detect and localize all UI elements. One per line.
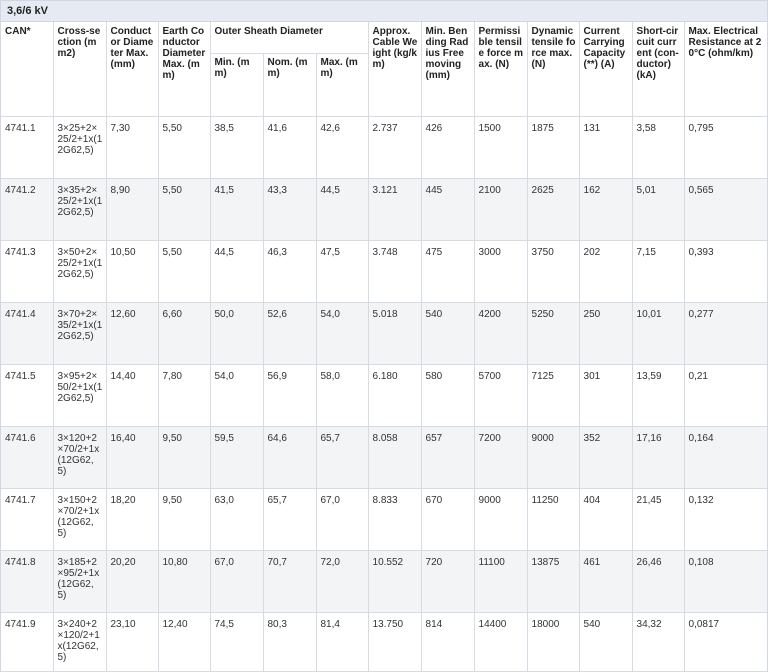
- cell-conductor-diameter: 8,90: [106, 179, 158, 241]
- cell-current: 461: [579, 551, 632, 613]
- header-dynamic-tensile-force: Dynamic tensile force max. (N): [527, 22, 579, 117]
- header-earth-conductor-diameter: Earth Conductor Diameter Max. (mm): [158, 22, 210, 117]
- cell-bending-radius: 814: [421, 613, 474, 672]
- cell-sheath-nom: 64,6: [263, 427, 316, 489]
- cell-sheath-min: 67,0: [210, 551, 263, 613]
- cable-spec-table: [1, 22, 767, 672]
- cell-cross-section: 3×35+2×25/2+1x(12G62,5): [53, 179, 106, 241]
- cell-tensile-force: 11100: [474, 551, 527, 613]
- cell-weight: 8.058: [368, 427, 421, 489]
- cell-dynamic-tensile: 3750: [527, 241, 579, 303]
- cell-cross-section: 3×150+2×70/2+1x(12G62,5): [53, 489, 106, 551]
- cell-weight: 13.750: [368, 613, 421, 672]
- cell-tensile-force: 4200: [474, 303, 527, 365]
- cell-bending-radius: 657: [421, 427, 474, 489]
- cell-sheath-min: 59,5: [210, 427, 263, 489]
- cell-sheath-max: 67,0: [316, 489, 368, 551]
- header-short-circuit-current: Short-circuit current (con-ductor) (kA): [632, 22, 684, 117]
- cell-sheath-min: 54,0: [210, 365, 263, 427]
- cell-resistance: 0,565: [684, 179, 767, 241]
- header-cable-weight: Approx. Cable Weight (kg/km): [368, 22, 421, 117]
- cell-sheath-min: 50,0: [210, 303, 263, 365]
- cell-resistance: 0,108: [684, 551, 767, 613]
- cell-can: 4741.9: [1, 613, 53, 672]
- cell-current: 540: [579, 613, 632, 672]
- cell-earth-conductor: 5,50: [158, 241, 210, 303]
- cell-tensile-force: 5700: [474, 365, 527, 427]
- cell-weight: 2.737: [368, 117, 421, 179]
- cell-resistance: 0,277: [684, 303, 767, 365]
- cell-current: 131: [579, 117, 632, 179]
- cell-current: 301: [579, 365, 632, 427]
- cell-can: 4741.5: [1, 365, 53, 427]
- header-cross-section: Cross-section (mm2): [53, 22, 106, 117]
- cell-conductor-diameter: 18,20: [106, 489, 158, 551]
- cell-earth-conductor: 6,60: [158, 303, 210, 365]
- cell-sheath-nom: 46,3: [263, 241, 316, 303]
- cell-earth-conductor: 10,80: [158, 551, 210, 613]
- cell-current: 250: [579, 303, 632, 365]
- table-row: [1, 427, 767, 489]
- cell-conductor-diameter: 23,10: [106, 613, 158, 672]
- cell-cross-section: 3×25+2×25/2+1x(12G62,5): [53, 117, 106, 179]
- cell-sheath-min: 74,5: [210, 613, 263, 672]
- cell-bending-radius: 540: [421, 303, 474, 365]
- cell-bending-radius: 475: [421, 241, 474, 303]
- cell-dynamic-tensile: 13875: [527, 551, 579, 613]
- cell-cross-section: 3×50+2×25/2+1x(12G62,5): [53, 241, 106, 303]
- cell-short-circuit: 7,15: [632, 241, 684, 303]
- cell-resistance: 0,393: [684, 241, 767, 303]
- cell-resistance: 0,795: [684, 117, 767, 179]
- cell-tensile-force: 9000: [474, 489, 527, 551]
- cell-sheath-max: 42,6: [316, 117, 368, 179]
- table-row: [1, 365, 767, 427]
- cell-short-circuit: 26,46: [632, 551, 684, 613]
- cell-can: 4741.3: [1, 241, 53, 303]
- table-row: [1, 489, 767, 551]
- cell-short-circuit: 3,58: [632, 117, 684, 179]
- cell-earth-conductor: 9,50: [158, 489, 210, 551]
- header-outer-sheath-diameter: Outer Sheath Diameter: [210, 22, 368, 54]
- cell-weight: 10.552: [368, 551, 421, 613]
- cell-weight: 6.180: [368, 365, 421, 427]
- cell-tensile-force: 14400: [474, 613, 527, 672]
- cell-dynamic-tensile: 5250: [527, 303, 579, 365]
- cell-tensile-force: 3000: [474, 241, 527, 303]
- cell-bending-radius: 720: [421, 551, 474, 613]
- cell-sheath-min: 44,5: [210, 241, 263, 303]
- cell-weight: 5.018: [368, 303, 421, 365]
- cell-dynamic-tensile: 18000: [527, 613, 579, 672]
- header-conductor-diameter: Conductor Diameter Max. (mm): [106, 22, 158, 117]
- cell-sheath-nom: 70,7: [263, 551, 316, 613]
- cell-can: 4741.1: [1, 117, 53, 179]
- cell-conductor-diameter: 7,30: [106, 117, 158, 179]
- header-sheath-min: Min. (mm): [210, 54, 263, 117]
- cell-sheath-min: 38,5: [210, 117, 263, 179]
- cell-earth-conductor: 5,50: [158, 117, 210, 179]
- table-row: [1, 303, 767, 365]
- cell-conductor-diameter: 12,60: [106, 303, 158, 365]
- cell-cross-section: 3×185+2×95/2+1x(12G62,5): [53, 551, 106, 613]
- cell-short-circuit: 13,59: [632, 365, 684, 427]
- cell-dynamic-tensile: 7125: [527, 365, 579, 427]
- table-row: [1, 613, 767, 672]
- cell-can: 4741.7: [1, 489, 53, 551]
- cell-short-circuit: 21,45: [632, 489, 684, 551]
- cell-can: 4741.6: [1, 427, 53, 489]
- header-electrical-resistance: Max. Electrical Resistance at 20°C (ohm/km): [684, 22, 767, 117]
- cell-conductor-diameter: 10,50: [106, 241, 158, 303]
- cell-short-circuit: 5,01: [632, 179, 684, 241]
- cell-current: 202: [579, 241, 632, 303]
- cell-cross-section: 3×120+2×70/2+1x(12G62,5): [53, 427, 106, 489]
- cell-sheath-max: 65,7: [316, 427, 368, 489]
- cell-sheath-max: 54,0: [316, 303, 368, 365]
- cell-earth-conductor: 7,80: [158, 365, 210, 427]
- cell-earth-conductor: 9,50: [158, 427, 210, 489]
- cell-sheath-nom: 41,6: [263, 117, 316, 179]
- cell-cross-section: 3×240+2×120/2+1x(12G62,5): [53, 613, 106, 672]
- table-row: [1, 241, 767, 303]
- cell-tensile-force: 1500: [474, 117, 527, 179]
- header-can: CAN*: [1, 22, 53, 117]
- cell-sheath-max: 81,4: [316, 613, 368, 672]
- cell-resistance: 0,132: [684, 489, 767, 551]
- cell-short-circuit: 34,32: [632, 613, 684, 672]
- cell-cross-section: 3×95+2×50/2+1x(12G62,5): [53, 365, 106, 427]
- cell-cross-section: 3×70+2×35/2+1x(12G62,5): [53, 303, 106, 365]
- cell-sheath-min: 63,0: [210, 489, 263, 551]
- table-body: [1, 117, 767, 672]
- table-caption: 3,6/6 kV: [1, 1, 767, 22]
- cell-current: 352: [579, 427, 632, 489]
- header-sheath-max: Max. (mm): [316, 54, 368, 117]
- cell-resistance: 0,21: [684, 365, 767, 427]
- cell-sheath-nom: 65,7: [263, 489, 316, 551]
- cell-current: 162: [579, 179, 632, 241]
- cell-sheath-max: 44,5: [316, 179, 368, 241]
- header-bending-radius: Min. Bending Radius Free moving (mm): [421, 22, 474, 117]
- cell-sheath-max: 47,5: [316, 241, 368, 303]
- cell-resistance: 0,0817: [684, 613, 767, 672]
- cell-earth-conductor: 12,40: [158, 613, 210, 672]
- table-row: [1, 551, 767, 613]
- cell-short-circuit: 17,16: [632, 427, 684, 489]
- cell-conductor-diameter: 20,20: [106, 551, 158, 613]
- cell-bending-radius: 670: [421, 489, 474, 551]
- cell-bending-radius: 426: [421, 117, 474, 179]
- cell-dynamic-tensile: 1875: [527, 117, 579, 179]
- cell-dynamic-tensile: 2625: [527, 179, 579, 241]
- cell-resistance: 0,164: [684, 427, 767, 489]
- cell-sheath-nom: 80,3: [263, 613, 316, 672]
- cell-conductor-diameter: 16,40: [106, 427, 158, 489]
- cell-bending-radius: 445: [421, 179, 474, 241]
- header-tensile-force: Permissible tensile force max. (N): [474, 22, 527, 117]
- cell-sheath-nom: 43,3: [263, 179, 316, 241]
- cell-weight: 8.833: [368, 489, 421, 551]
- cell-sheath-min: 41,5: [210, 179, 263, 241]
- cell-current: 404: [579, 489, 632, 551]
- table-row: [1, 117, 767, 179]
- cell-can: 4741.2: [1, 179, 53, 241]
- cell-can: 4741.8: [1, 551, 53, 613]
- cell-dynamic-tensile: 9000: [527, 427, 579, 489]
- cell-sheath-nom: 56,9: [263, 365, 316, 427]
- cell-earth-conductor: 5,50: [158, 179, 210, 241]
- cell-tensile-force: 2100: [474, 179, 527, 241]
- cell-bending-radius: 580: [421, 365, 474, 427]
- cell-dynamic-tensile: 11250: [527, 489, 579, 551]
- cell-weight: 3.121: [368, 179, 421, 241]
- table-row: [1, 179, 767, 241]
- cell-tensile-force: 7200: [474, 427, 527, 489]
- cell-short-circuit: 10,01: [632, 303, 684, 365]
- cell-sheath-max: 58,0: [316, 365, 368, 427]
- cell-sheath-max: 72,0: [316, 551, 368, 613]
- header-current-capacity: Current Carrying Capacity (**) (A): [579, 22, 632, 117]
- cell-conductor-diameter: 14,40: [106, 365, 158, 427]
- cell-can: 4741.4: [1, 303, 53, 365]
- header-sheath-nom: Nom. (mm): [263, 54, 316, 117]
- cell-weight: 3.748: [368, 241, 421, 303]
- cell-sheath-nom: 52,6: [263, 303, 316, 365]
